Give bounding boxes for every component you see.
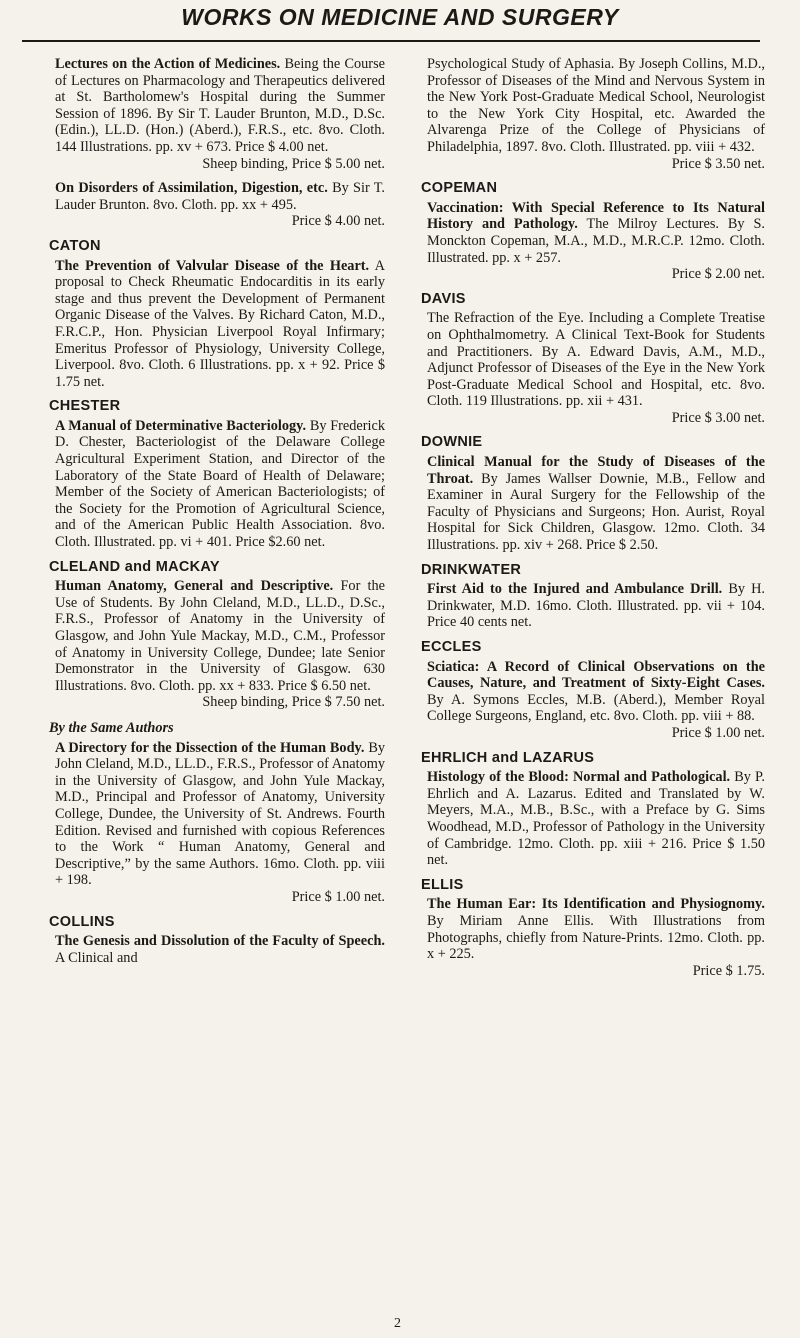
author-heading: ECCLES (421, 639, 482, 655)
author-heading: DAVIS (421, 290, 466, 307)
author-heading: CHESTER (49, 398, 121, 415)
book-price: Price $ 1.75. (692, 962, 765, 979)
book-description: The Refraction of the Eye. Including a Complete Treatise on Ophthalmometry. A Clinical Text-Book for Students and Practitioners. By A. Edward Davis, A.M., M.D., Adjunct Professor of Diseases of the Eye in the New York Post-Graduate Medical School and Hospital, etc. 8vo. Cloth. 119 Illustrations. pp. xii + 431. (427, 310, 765, 410)
book-description: For the Use of Students. By John Cleland, M.D., LL.D., D.Sc., F.R.S., Professor of Anatomy in the University of Glasgow, and John Yule Mackay, M.D., C.M., Professor of Anatomy in University College, Dundee; late Senior Demonstrator in the University of Glasgow. 630 Illustrations. 8vo. Cloth. pp. xx + 833. Price $ 6.50 net. (55, 578, 386, 694)
book-entry (427, 56, 765, 172)
binding-price: Sheep binding, Price $ 5.00 net. (202, 155, 385, 172)
book-description: Psychological Study of Aphasia. By Joseph Collins, M.D., Professor of Diseases of the Mind and Nervous System in the New York Post-Graduate Medical School, Neurologist to the New York City Hospital, etc. Awarded the Alvarenga Prize of the College of Physicians of Philadelphia, 1897. 8vo. Cloth. Illustrated. pp. viii + 432. (427, 56, 765, 155)
book-price: Price $ 3.00 net. (671, 409, 765, 426)
book-title: Vaccination: With Special Reference to Its Natural History and Pathology. (427, 199, 765, 233)
book-entry (427, 310, 765, 426)
book-title: A Manual of Determinative Bacteriology. (55, 417, 307, 434)
left-column (49, 56, 386, 974)
book-description: By John Cleland, M.D., LL.D., F.R.S., Professor of Anatomy in the University of Glasgow, and John Yule Mackay, M.D., Principal and Professor of Anatomy, University College, Dundee, the University of St. Andrews. Fourth Edition. Revised and furnished with copious References to the Work “ Human Anatomy, General and Descriptive,” by the same Authors. 16mo. Cloth. pp. viii + 198. (55, 739, 385, 889)
book-description: A Clinical and (55, 949, 138, 966)
book-description: By Miriam Anne Ellis. With Illustrations from Photographs, chiefly from Nature-Prints. 12mo. Cloth. pp. x + 225. (427, 912, 765, 963)
author-heading: DOWNIE (421, 434, 483, 451)
book-description: By Frederick D. Chester, Bacteriologist of the Delaware College Agricultural Experiment Station, and Director of the Laboratory of the State Board of Health of Delaware; Member of the Society of American Bacteriologists; of the Society for the Promotion of Agricultural Science, and of the American Public Health Association. 8vo. Cloth. Illustrated. pp. vi + 401. Price $2.60 net. (55, 417, 386, 551)
book-price: Price $ 1.00 net. (671, 724, 765, 741)
book-entry (55, 933, 385, 966)
book-title: First Aid to the Injured and Ambulance Drill. (427, 581, 723, 598)
book-entry (55, 418, 385, 551)
page-number: 2 (394, 1316, 401, 1331)
book-description: By James Wallser Downie, M.B., Fellow and Examiner in Aural Surgery for the Fellowship of the Faculty of Physicians and Surgeons; Hon. Aurist, Royal Hospital for Sick Children, Glasgow. 12mo. Cloth. 34 Illustrations. pp. xiv + 268. Price $ 2.50. (427, 470, 765, 554)
book-title: The Prevention of Valvular Disease of the Heart. (55, 257, 370, 274)
book-entry (427, 454, 765, 554)
author-heading: CATON (49, 237, 101, 254)
book-entry (55, 258, 385, 391)
book-entry (427, 200, 765, 283)
author-heading: DRINKWATER (421, 561, 522, 578)
book-price: Price $ 1.00 net. (291, 888, 385, 905)
book-description: By Sir T. Lauder Brunton. 8vo. Cloth. pp. xx + 495. (55, 180, 385, 213)
book-title: Human Anatomy, General and Descriptive. (55, 578, 334, 595)
book-entry (427, 769, 765, 869)
book-entry (427, 659, 765, 742)
author-heading: EHRLICH and LAZARUS (421, 749, 595, 766)
book-title: Lectures on the Action of Medicines. (55, 56, 281, 72)
book-entry (55, 180, 385, 230)
author-heading: CLELAND and MACKAY (49, 558, 220, 575)
book-entry (55, 578, 385, 711)
book-description: By H. Drinkwater, M.D. 16mo. Cloth. Illustrated. pp. vii + 104. Price 40 cents net. (427, 581, 765, 631)
book-title: Histology of the Blood: Normal and Pathological. (427, 769, 731, 786)
book-description: By P. Ehrlich and A. Lazarus. Edited and Translated by W. Meyers, M.A., M.B., B.Sc., with a Preface by G. Sims Woodhead, M.D., Professor of Pathology in the University of Cambridge. 12mo. Cloth. pp. xiii + 216. Price $ 1.50 net. (427, 769, 765, 869)
book-entry (55, 740, 385, 906)
book-description: By A. Symons Eccles, M.B. (Aberd.), Member Royal College Surgeons, England, etc. 8vo. Cloth. pp. viii + 88. (427, 691, 765, 725)
book-title: The Human Ear: Its Identification and Physiognomy. (427, 896, 765, 913)
book-description: The Milroy Lectures. By S. Monckton Copeman, M.A., M.D., M.R.C.P. 12mo. Cloth. Illustrated. pp. x + 257. (427, 216, 765, 266)
book-price: Price $ 2.00 net. (671, 266, 765, 283)
author-heading: COPEMAN (421, 180, 498, 197)
book-title: Sciatica: A Record of Clinical Observations on the Causes, Nature, and Treatment of Sixty-Eight Cases. (427, 658, 765, 692)
header-rule (22, 40, 760, 42)
book-entry (55, 56, 385, 172)
running-head: WORKS ON MEDICINE AND SURGERY (181, 4, 619, 30)
book-price: Price $ 4.00 net. (291, 213, 385, 230)
binding-price: Sheep binding, Price $ 7.50 net. (202, 694, 385, 711)
book-title: Clinical Manual for the Study of Diseases of the Throat. (427, 454, 765, 487)
author-heading: COLLINS (49, 913, 115, 930)
book-entry (427, 581, 765, 631)
book-title: A Directory for the Dissection of the Human Body. (55, 739, 365, 756)
right-column (421, 56, 765, 987)
author-heading: ELLIS (421, 876, 464, 893)
book-title: The Genesis and Dissolution of the Faculty of Speech. (55, 933, 385, 950)
book-description: A proposal to Check Rheumatic Endocarditis in its early stage and thus prevent the Development of Permanent Organic Disease of the Valves. By Richard Caton, M.D., F.R.C.P., Hon. Physician Liverpool Royal Infirmary; Emeritus Professor of Physiology, University College, Liverpool. 8vo. Cloth. 6 Illustrations. pp. x + 92. Price $ 1.75 net. (55, 257, 385, 390)
book-title: On Disorders of Assimilation, Digestion, etc. (55, 180, 328, 197)
book-description: Being the Course of Lectures on Pharmacology and Therapeutics delivered at St. Bartholomew's Hospital during the Summer Session of 1896. By Sir T. Lauder Brunton, M.D., D.Sc. (Edin.), LL.D. (Hon.) (Aberd.), F.R.S., etc. 8vo. Cloth. 144 Illustrations. pp. xv + 673. Price $ 4.00 net. (55, 56, 385, 155)
book-entry (427, 896, 765, 979)
book-price: Price $ 3.50 net. (671, 155, 765, 172)
section-subheading: By the Same Authors (49, 719, 174, 736)
